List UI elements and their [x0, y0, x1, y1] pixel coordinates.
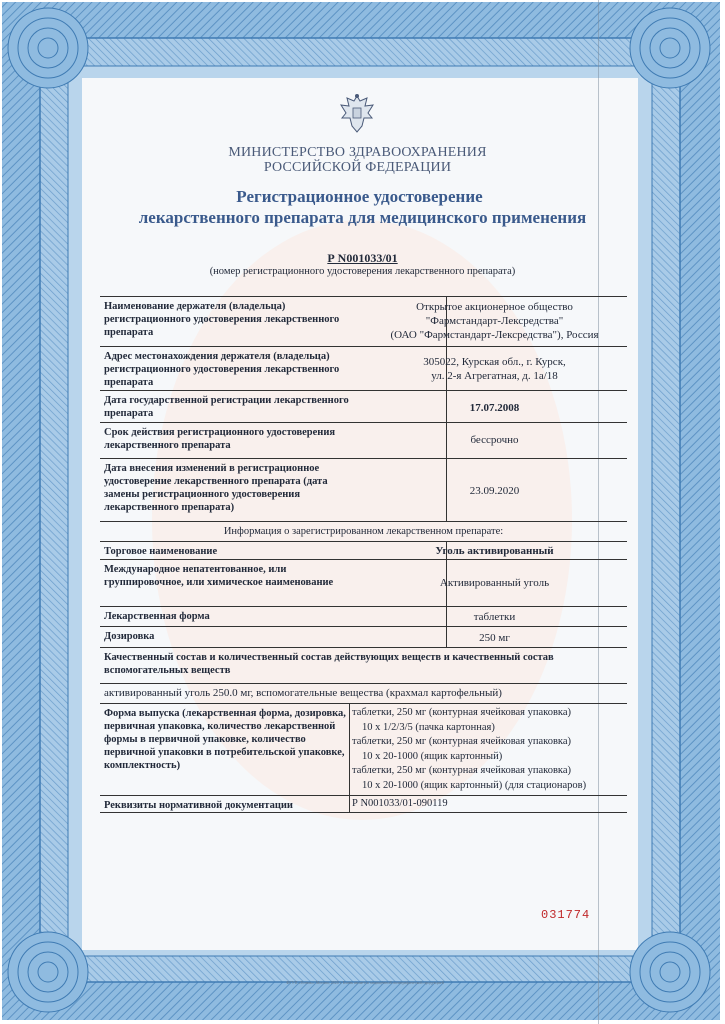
holder-address-value	[362, 355, 627, 383]
table-row-composition-value	[100, 683, 627, 703]
document-title-line1: Регистрационное удостоверение	[236, 187, 483, 206]
registration-number: Р N001033/01	[327, 251, 398, 265]
release-form-label: Форма выпуска (лекарственная форма, дозировка, первичная упаковка, количество лекарственной формы в первичной упаковке, количество первичной упаковки в потребительской упаковке, комплектность)	[104, 708, 346, 771]
holder-name-value-line2: "Фармстандарт-Лексредства"	[425, 315, 564, 327]
validity-value: бессрочно	[470, 434, 519, 446]
release-form-values	[352, 706, 627, 793]
print-note: ФГУП «Гознак», Москва, 2020 г. Бланк является защищённой полиграфической продукцией	[286, 980, 444, 985]
composition-value: активированный уголь 250.0 мг, вспомогательные вещества (крахмал картофельный)	[104, 687, 502, 699]
release-form-line: таблетки, 250 мг (контурная ячейковая упаковка)	[352, 736, 572, 747]
holder-name-label: Наименование держателя (владельца) регистрационного удостоверения лекарственного препарата	[104, 301, 340, 338]
info-heading: Информация о зарегистрированном лекарственном препарате:	[223, 526, 504, 537]
document-title-line2: лекарственного препарата для медицинского применения	[138, 208, 587, 227]
ministry-name-line2: РОССИЙСКОЙ ФЕДЕРАЦИИ	[263, 160, 452, 175]
double-headed-eagle-emblem-icon	[337, 92, 377, 136]
release-form-line: 10 x 1/2/3/5 (пачка картонная)	[362, 721, 495, 733]
serial-number: 031774	[541, 908, 591, 922]
table-row-normative-docs	[100, 795, 627, 813]
holder-name-value-line3: (ОАО "Фармстандарт-Лексредства"), Россия	[390, 329, 599, 341]
table-row-change-date	[100, 458, 627, 521]
table-row-holder-name	[100, 296, 627, 346]
release-form-line: 10 x 20-1000 (ящик картонный)	[362, 750, 503, 762]
trade-name-value: Уголь активированный	[435, 545, 554, 557]
dosage-label: Дозировка	[104, 631, 155, 642]
table-row-trade-name	[100, 541, 627, 559]
dosage-value: 250 мг	[479, 632, 510, 644]
holder-name-value-line1: Открытое акционерное общество	[416, 301, 573, 313]
table-row-inn	[100, 559, 627, 606]
table-row-validity	[100, 422, 627, 458]
table-row-dosage	[100, 626, 627, 647]
release-form-line: 10 x 20-1000 (ящик картонный) (для стационаров)	[362, 779, 587, 791]
change-date-value: 23.09.2020	[469, 485, 520, 497]
table-row-info-heading	[100, 521, 627, 541]
holder-address-value-line1: 305022, Курская обл., г. Курск,	[423, 356, 566, 368]
holder-name-value	[362, 300, 627, 342]
normative-docs-label: Реквизиты нормативной документации	[104, 800, 293, 811]
trade-name-label: Торговое наименование	[104, 546, 218, 557]
table-row-composition-label	[100, 647, 627, 683]
validity-label: Срок действия регистрационного удостоверения лекарственного препарата	[104, 427, 336, 451]
table-row-dosage-form	[100, 606, 627, 626]
change-date-label: Дата внесения изменений в регистрационное удостоверение лекарственного препарата (дата замены регистрационного удостоверения лекарственного препарата)	[104, 463, 328, 513]
registration-date-label: Дата государственной регистрации лекарственного препарата	[104, 395, 349, 419]
inn-value: Активированный уголь	[439, 577, 550, 589]
normative-docs-value: Р N001033/01-090119	[352, 798, 448, 809]
registration-date-value: 17.07.2008	[469, 402, 520, 414]
holder-address-value-line2: ул. 2-я Агрегатная, д. 1а/18	[431, 370, 558, 382]
registration-number-caption: (номер регистрационного удостоверения лекарственного препарата)	[209, 266, 516, 277]
table-row-registration-date	[100, 390, 627, 422]
table-row-holder-address	[100, 346, 627, 390]
dosage-form-value: таблетки	[473, 611, 516, 623]
release-form-line: таблетки, 250 мг (контурная ячейковая упаковка)	[352, 765, 572, 776]
holder-address-label: Адрес местонахождения держателя (владельца) регистрационного удостоверения лекарственного препарата	[104, 351, 340, 388]
table-row-release-form	[100, 703, 627, 795]
inn-label: Международное непатентованное, или группировочное, или химическое наименование	[104, 564, 334, 588]
dosage-form-label: Лекарственная форма	[104, 611, 210, 622]
ministry-name-line1: МИНИСТЕРСТВО ЗДРАВООХРАНЕНИЯ	[228, 145, 487, 160]
composition-label: Качественный состав и количественный состав действующих веществ и качественный состав вспомогательных веществ	[104, 652, 554, 676]
release-form-line: таблетки, 250 мг (контурная ячейковая упаковка)	[352, 707, 572, 718]
